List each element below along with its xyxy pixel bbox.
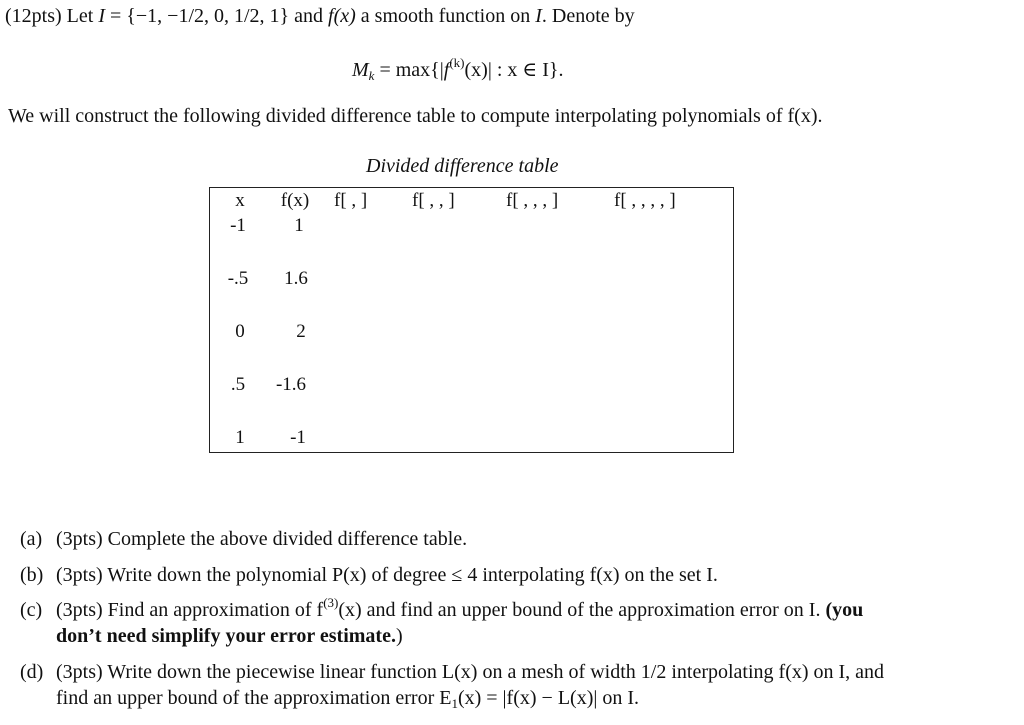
part-text-cont: (x) and find an upper bound of the approximation error on I. [338, 599, 826, 621]
set-symbol-2: I [535, 5, 542, 27]
divided-difference-table [209, 187, 734, 453]
row-x: .5 [230, 374, 246, 395]
part-text-cont: find an upper bound of the approximation error E [56, 687, 452, 709]
part-label: (a) [20, 528, 43, 550]
set-definition: = {−1, −1/2, 0, 1/2, 1} and [105, 5, 329, 27]
row-fx: -1.6 [275, 374, 307, 395]
construct-text: We will construct the following divided difference table to compute interpolating polynomials of f(x). [8, 105, 823, 127]
part-text-tail: (x) = |f(x) − L(x)| on I. [457, 687, 640, 709]
row-fx: 1 [294, 215, 304, 236]
row-x: -.5 [227, 268, 249, 289]
header-dd1: f[ , ] [334, 190, 368, 211]
max-formula [352, 57, 563, 82]
part-d [20, 659, 884, 711]
row-fx: 1.6 [284, 268, 308, 289]
intro-denote: . Denote by [541, 5, 635, 27]
part-text: (3pts) Find an approximation of f [56, 599, 324, 621]
row-x: 1 [235, 427, 245, 448]
part-bold: (you [825, 599, 864, 621]
part-text: (3pts) Complete the above divided difference table. [56, 528, 468, 550]
set-symbol: I [98, 5, 105, 27]
header-x: x [235, 190, 245, 211]
header-fx: f(x) [280, 190, 310, 211]
row-x: -1 [230, 215, 246, 236]
row-x: 0 [235, 321, 245, 342]
row-fx: -1 [290, 427, 306, 448]
part-bold-cont: don’t need simplify your error estimate. [56, 625, 396, 647]
part-a [20, 526, 467, 552]
header-dd3: f[ , , , ] [506, 190, 559, 211]
part-label: (b) [20, 564, 44, 586]
part-text: (3pts) Write down the polynomial P(x) of degree ≤ 4 interpolating f(x) on the set I. [56, 564, 718, 586]
formula-arg: (x)| : x ∈ I}. [464, 59, 564, 81]
part-tail: ) [395, 625, 403, 647]
formula-f: f [443, 59, 450, 81]
intro-rest: a smooth function on [355, 5, 536, 27]
part-b [20, 562, 718, 588]
points-label: (12pts) [5, 5, 62, 27]
part-text: (3pts) Write down the piecewise linear function L(x) on a mesh of width 1/2 interpolating f(x) on I, and [56, 661, 885, 683]
formula-k: k [368, 68, 375, 83]
function-arg: (x) [333, 5, 356, 27]
part-label: (c) [20, 599, 43, 621]
header-dd4: f[ , , , , ] [614, 190, 676, 211]
derivative-order: (3) [323, 595, 339, 610]
problem-intro [5, 5, 635, 28]
formula-M: M [352, 59, 369, 81]
part-c [20, 597, 863, 649]
part-label: (d) [20, 661, 44, 683]
formula-sup: (k) [449, 55, 465, 70]
formula-eq: = max{| [374, 59, 444, 81]
intro-let: Let [66, 5, 94, 27]
row-fx: 2 [296, 321, 306, 342]
error-subscript: 1 [451, 696, 458, 711]
header-dd2: f[ , , ] [412, 190, 455, 211]
function-symbol: f [328, 5, 334, 27]
table-title: Divided difference table [366, 155, 559, 177]
